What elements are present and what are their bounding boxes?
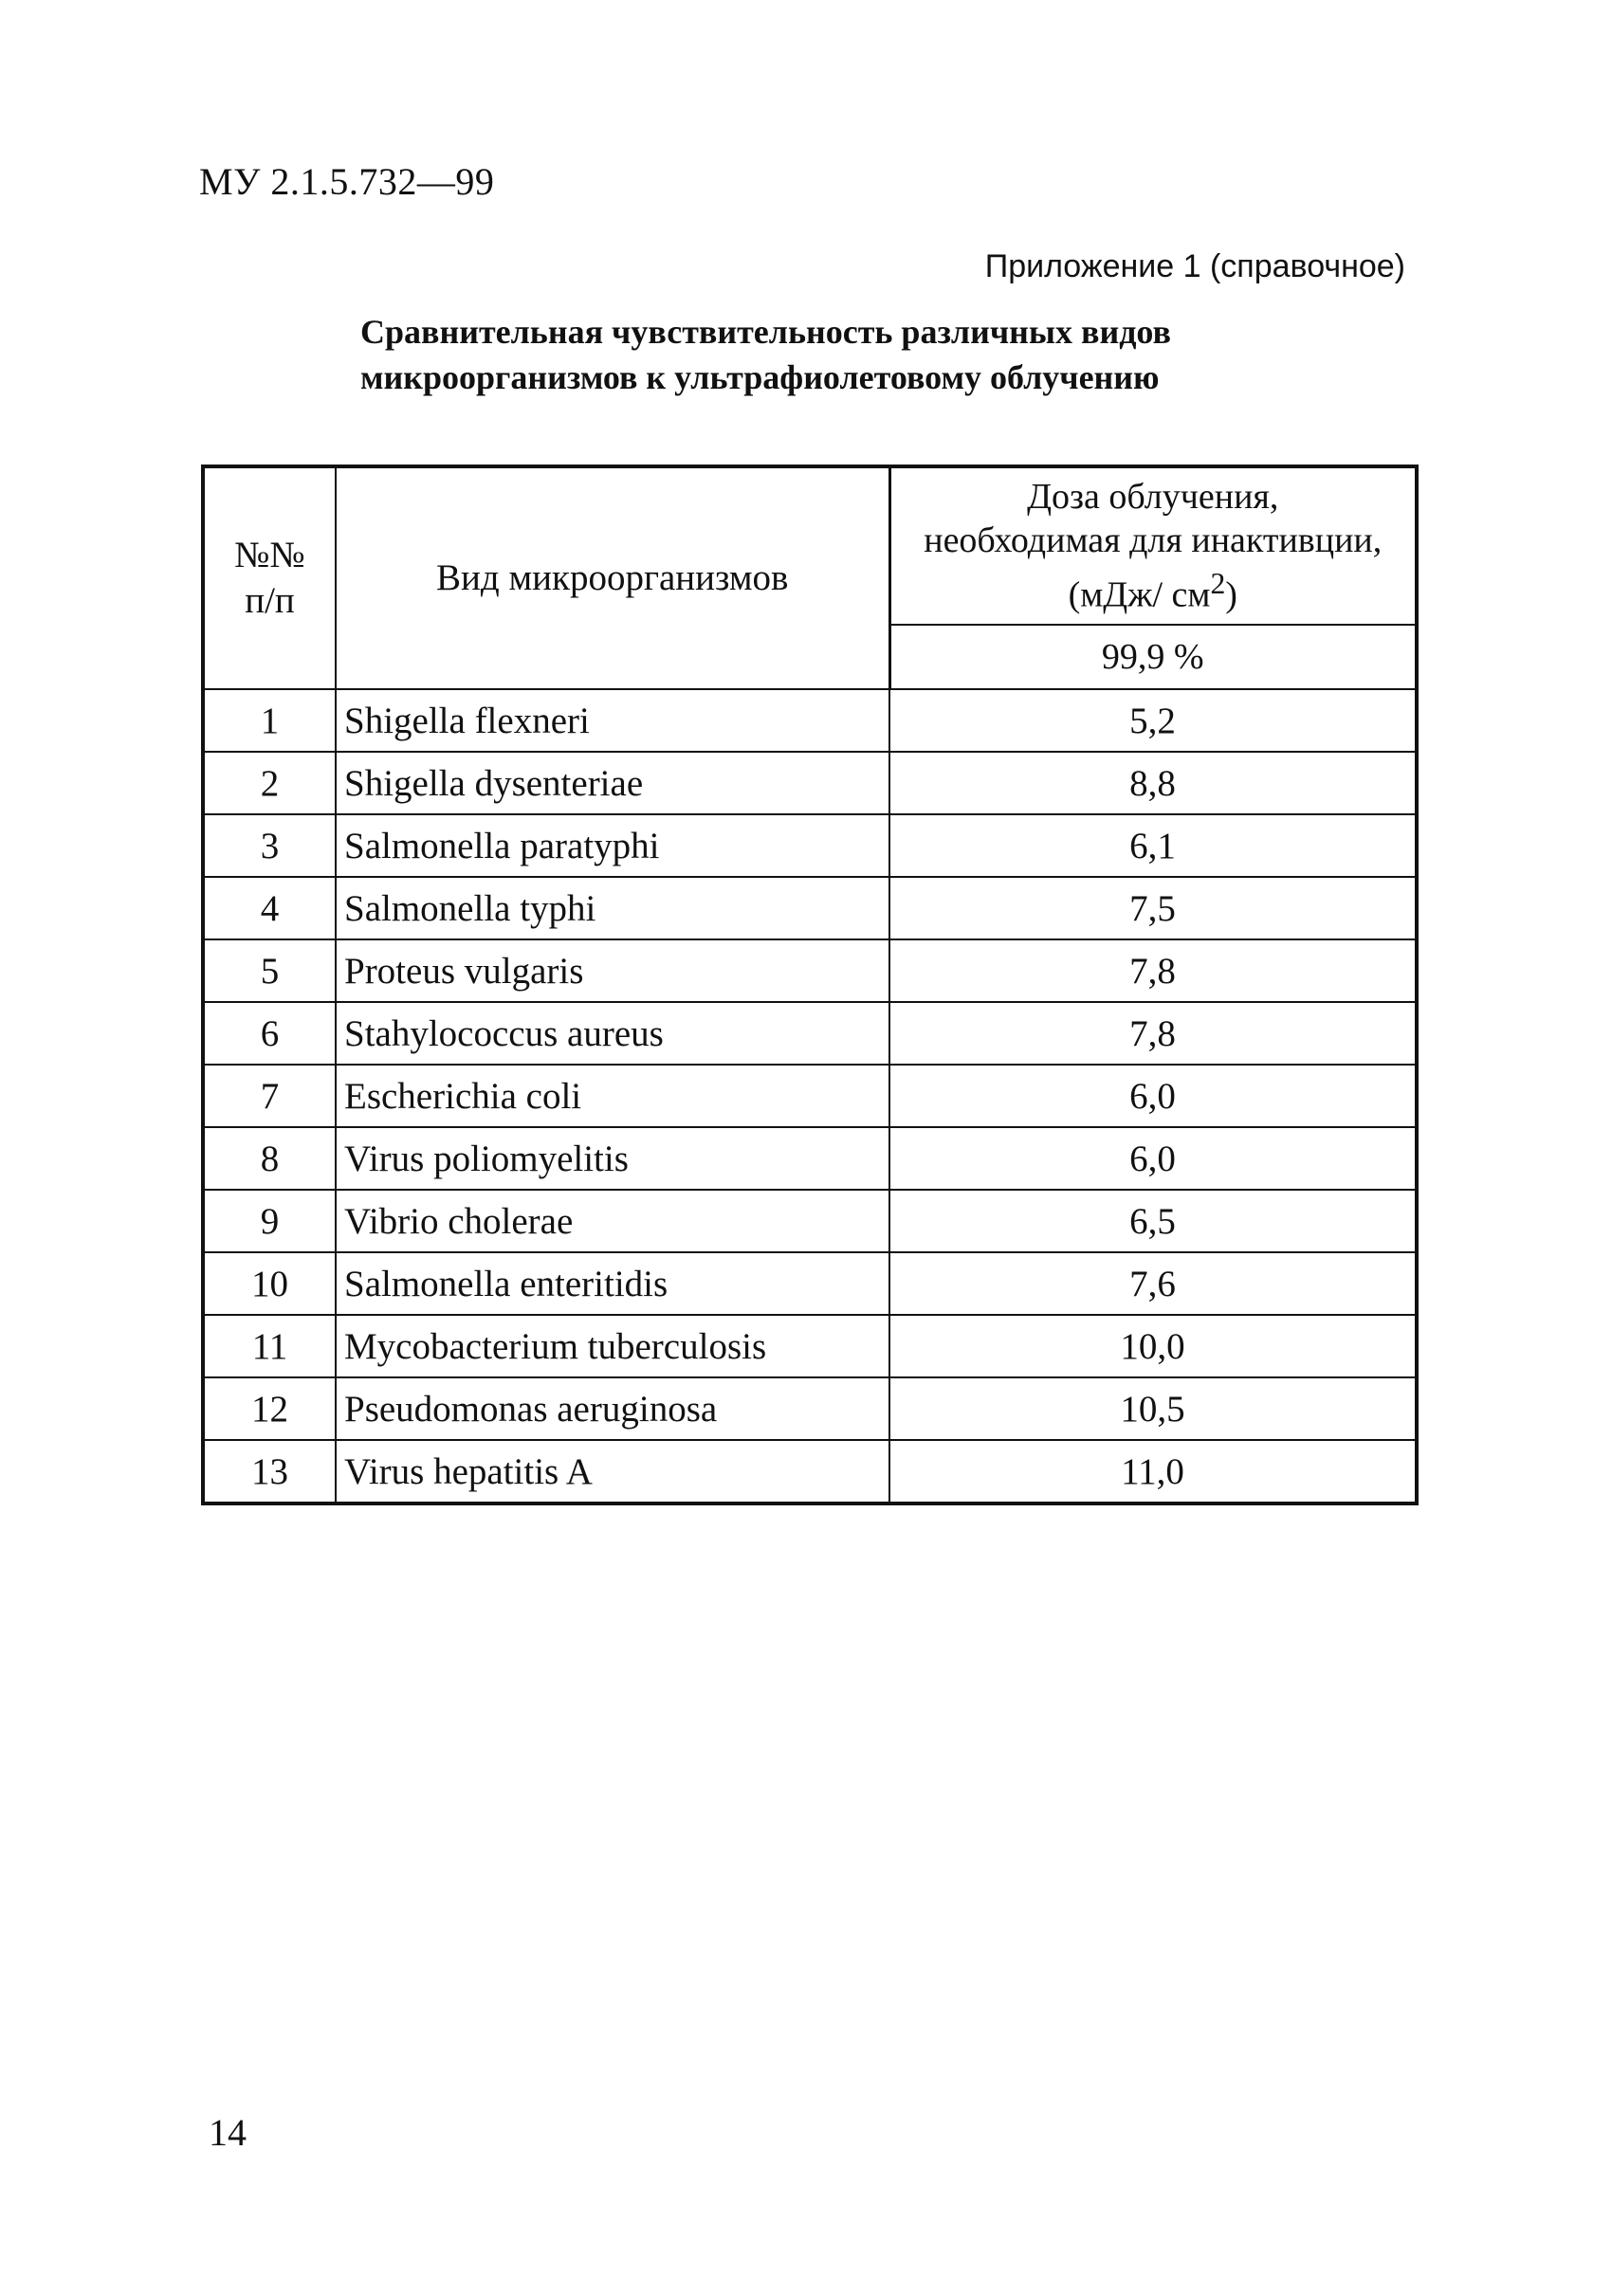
table-title xyxy=(360,309,1309,400)
species-name: Proteus vulgaris xyxy=(336,939,889,1002)
row-number: 7 xyxy=(203,1065,336,1127)
dose-value: 7,5 xyxy=(889,877,1417,939)
table-row xyxy=(203,1065,1417,1127)
header-dose-line-1: Доза облучения, xyxy=(1027,477,1279,518)
dose-value: 6,1 xyxy=(889,814,1417,877)
species-name: Mycobacterium tuberculosis xyxy=(336,1315,889,1377)
table-row xyxy=(203,939,1417,1002)
row-number: 11 xyxy=(203,1315,336,1377)
dose-value: 6,0 xyxy=(889,1127,1417,1190)
header-species: Вид микроорганизмов xyxy=(336,466,889,689)
table-title-line-1: Сравнительная чувствительность различных видов xyxy=(360,313,1171,351)
header-dose-line-2: необходимая для инактивции, xyxy=(924,520,1383,561)
table-row xyxy=(203,1002,1417,1065)
dose-value: 6,5 xyxy=(889,1190,1417,1252)
row-number: 8 xyxy=(203,1127,336,1190)
header-dose-unit-superscript: 2 xyxy=(1210,567,1226,601)
species-name: Shigella dysenteriae xyxy=(336,752,889,814)
species-name: Shigella flexneri xyxy=(336,689,889,752)
row-number: 2 xyxy=(203,752,336,814)
header-number xyxy=(203,466,336,689)
species-name: Escherichia coli xyxy=(336,1065,889,1127)
header-percent: 99,9 % xyxy=(889,625,1417,689)
row-number: 9 xyxy=(203,1190,336,1252)
table-row xyxy=(203,689,1417,752)
document-code: МУ 2.1.5.732—99 xyxy=(199,160,495,203)
row-number: 12 xyxy=(203,1377,336,1440)
header-number-line-1: №№ xyxy=(234,535,305,575)
header-dose-unit-prefix: (мДж/ см xyxy=(1068,574,1211,615)
table-row xyxy=(203,1190,1417,1252)
dose-value: 8,8 xyxy=(889,752,1417,814)
dose-value: 7,8 xyxy=(889,939,1417,1002)
species-name: Salmonella paratyphi xyxy=(336,814,889,877)
species-name: Salmonella typhi xyxy=(336,877,889,939)
table-row xyxy=(203,1440,1417,1503)
dose-value: 7,6 xyxy=(889,1252,1417,1315)
dose-value: 5,2 xyxy=(889,689,1417,752)
table-row xyxy=(203,1252,1417,1315)
species-name: Virus poliomyelitis xyxy=(336,1127,889,1190)
species-name: Salmonella enteritidis xyxy=(336,1252,889,1315)
header-dose-unit xyxy=(891,562,1416,617)
row-number: 13 xyxy=(203,1440,336,1503)
dose-value: 10,0 xyxy=(889,1315,1417,1377)
species-name: Stahylococcus aureus xyxy=(336,1002,889,1065)
page-number: 14 xyxy=(209,2111,247,2154)
row-number: 3 xyxy=(203,814,336,877)
row-number: 4 xyxy=(203,877,336,939)
row-number: 10 xyxy=(203,1252,336,1315)
header-dose xyxy=(889,466,1417,625)
table-header-row xyxy=(203,466,1417,625)
dose-value: 10,5 xyxy=(889,1377,1417,1440)
species-name: Virus hepatitis A xyxy=(336,1440,889,1503)
appendix-note: Приложение 1 (справочное) xyxy=(984,248,1405,284)
header-number-line-2: п/п xyxy=(245,580,295,621)
row-number: 5 xyxy=(203,939,336,1002)
dose-value: 7,8 xyxy=(889,1002,1417,1065)
sensitivity-table xyxy=(201,465,1419,1505)
row-number: 1 xyxy=(203,689,336,752)
table-row xyxy=(203,877,1417,939)
header-dose-unit-suffix: ) xyxy=(1225,574,1237,615)
species-name: Pseudomonas aeruginosa xyxy=(336,1377,889,1440)
dose-value: 6,0 xyxy=(889,1065,1417,1127)
table-row xyxy=(203,752,1417,814)
species-name: Vibrio cholerae xyxy=(336,1190,889,1252)
table-row xyxy=(203,1377,1417,1440)
table-row xyxy=(203,1315,1417,1377)
table-row xyxy=(203,814,1417,877)
row-number: 6 xyxy=(203,1002,336,1065)
table-title-line-2: микроорганизмов к ультрафиолетовому облучению xyxy=(360,358,1160,396)
table-row xyxy=(203,1127,1417,1190)
dose-value: 11,0 xyxy=(889,1440,1417,1503)
